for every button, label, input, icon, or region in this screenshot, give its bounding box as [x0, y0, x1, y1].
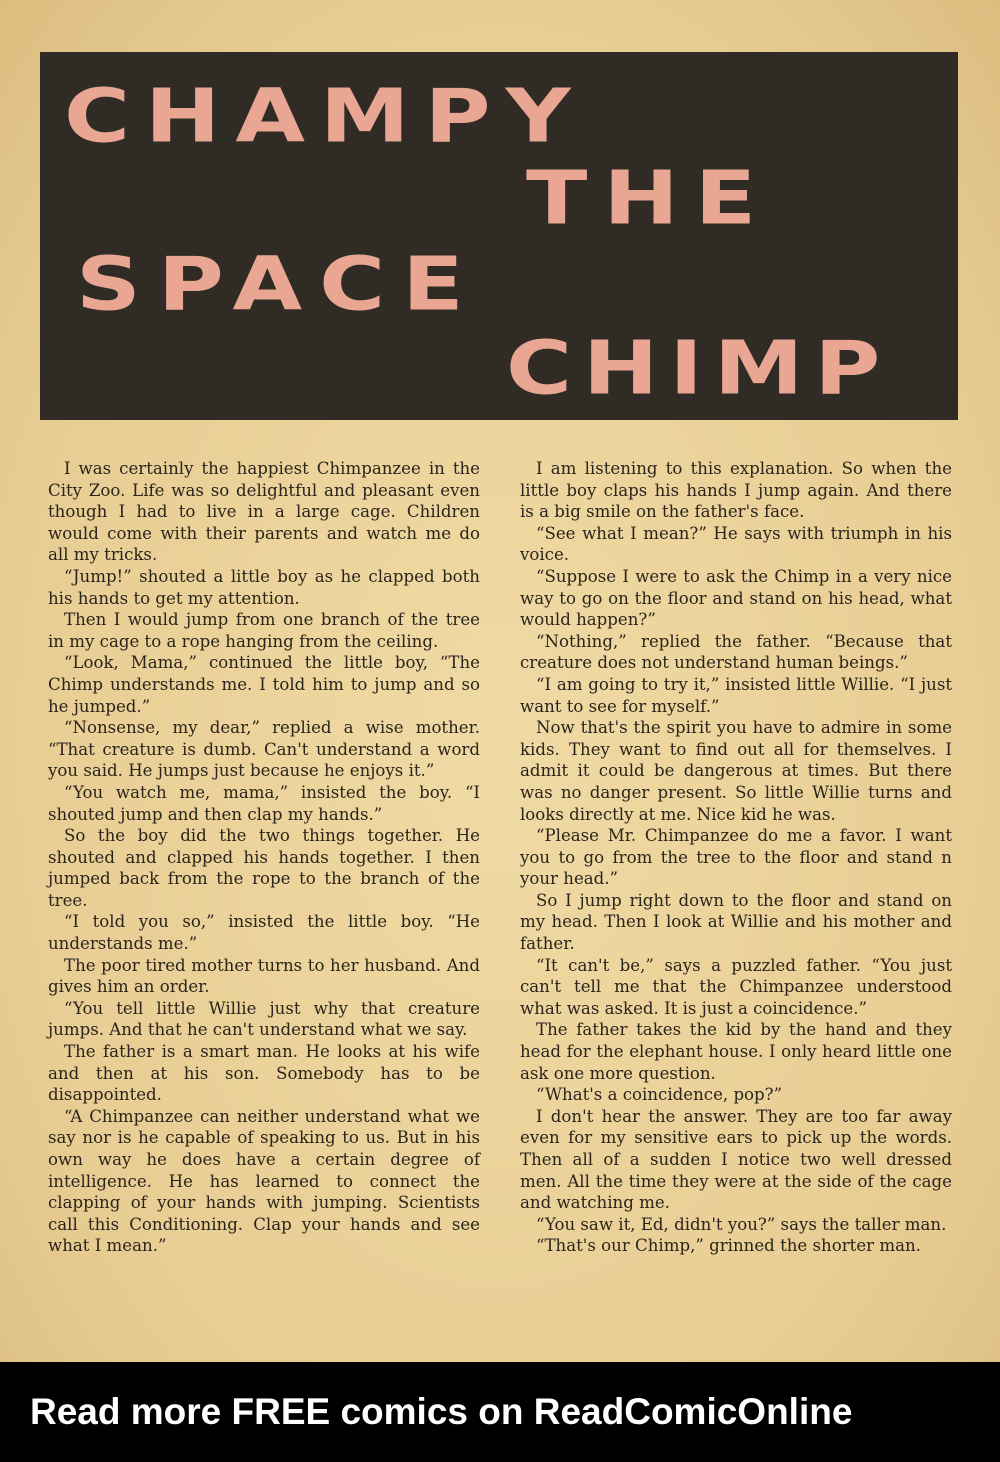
right-column [520, 458, 952, 1257]
paragraph: So I jump right down to the floor and stand on my head. Then I look at Willie and his mother and father. [520, 890, 952, 954]
paragraph: “You watch me, mama,” insisted the boy. “I shouted jump and then clap my hands.” [48, 782, 480, 824]
paragraph: “Nonsense, my dear,” replied a wise mother. “That creature is dumb. Can't understand a word you said. He jumps just because he enjoys it.” [48, 718, 480, 781]
paragraph: “You saw it, Ed, didn't you?” says the taller man. [536, 1214, 947, 1234]
paragraph: “What's a coincidence, pop?” [536, 1085, 783, 1105]
paragraph: “Suppose I were to ask the Chimp in a very nice way to go on the floor and stand on his head, what would happen?” [520, 566, 952, 630]
paragraph: The father is a smart man. He looks at his wife and then at his son. Somebody has to be disappointed. [48, 1042, 480, 1105]
paragraph: Then I would jump from one branch of the tree in my cage to a rope hanging from the ceiling. [48, 610, 480, 651]
paragraph: “I told you so,” insisted the little boy. “He understands me.” [48, 912, 480, 954]
paragraph: “Look, Mama,” continued the little boy, “The Chimp understands me. I told him to jump and so he jumped.” [48, 653, 480, 716]
paragraph: I don't hear the answer. They are too far away even for my sensitive ears to pick up the words. Then all of a sudden I notice two well dressed men. All the time they were at the side of the cage and watching me. [520, 1106, 952, 1213]
paragraph: Now that's the spirit you have to admire in some kids. They want to find out all for themselves. I admit it could be dangerous at times. But there was no danger present. So little Willie turns and looks directly at me. Nice kid he was. [520, 718, 952, 824]
paragraph: “It can't be,” says a puzzled father. “You just can't tell me that the Chimpanzee understood what was asked. It is just a coincidence.” [520, 955, 952, 1018]
left-column [48, 458, 480, 1257]
story-text [48, 458, 952, 1257]
paragraph: “Nothing,” replied the father. “Because that creature does not understand human beings.” [520, 631, 952, 673]
paragraph: “I am going to try it,” insisted little Willie. “I just want to see for myself.” [520, 674, 952, 716]
title-block [40, 52, 958, 420]
title-line-3: SPACE [76, 241, 481, 328]
paragraph: I was certainly the happiest Chimpanzee in the City Zoo. Life was so delightful and pleasant even though I had to live in a large cage. Children would come with their parents and watch me do all my tricks. [48, 459, 480, 565]
title-line-2: THE [526, 155, 773, 242]
paragraph: The father takes the kid by the hand and they head for the elephant house. I only heard little one ask one more question. [520, 1020, 952, 1083]
paragraph: “You tell little Willie just why that creature jumps. And that he can't understand what we say. [48, 998, 480, 1040]
paragraph: “Jump!” shouted a little boy as he clapped both his hands to get my attention. [48, 566, 480, 608]
paragraph: “See what I mean?” He says with triumph in his voice. [520, 523, 952, 565]
title-line-4: CHIMP [506, 325, 892, 412]
paragraph: The poor tired mother turns to her husband. And gives him an order. [48, 955, 480, 997]
promo-banner[interactable] [0, 1362, 1000, 1462]
paragraph: “That's our Chimp,” grinned the shorter man. [536, 1236, 921, 1256]
paragraph: So the boy did the two things together. He shouted and clapped his hands together. I then jumped back from the rope to the branch of the tree. [48, 826, 480, 910]
paragraph: I am listening to this explanation. So when the little boy claps his hands I jump again. And there is a big smile on the father's face. [520, 459, 952, 522]
paragraph: “A Chimpanzee can neither understand what we say nor is he capable of speaking to us. But in his own way he does have a certain degree of intelligence. He has learned to connect the clapping of your hands with jumping. Scientists call this Conditioning. Clap your hands and see what I mean.” [48, 1106, 480, 1256]
paragraph: “Please Mr. Chimpanzee do me a favor. I want you to go from the tree to the floor and stand n your head.” [520, 826, 952, 889]
promo-banner-text[interactable]: Read more FREE comics on ReadComicOnline [30, 1391, 853, 1432]
title-line-1: CHAMPY [64, 73, 586, 160]
